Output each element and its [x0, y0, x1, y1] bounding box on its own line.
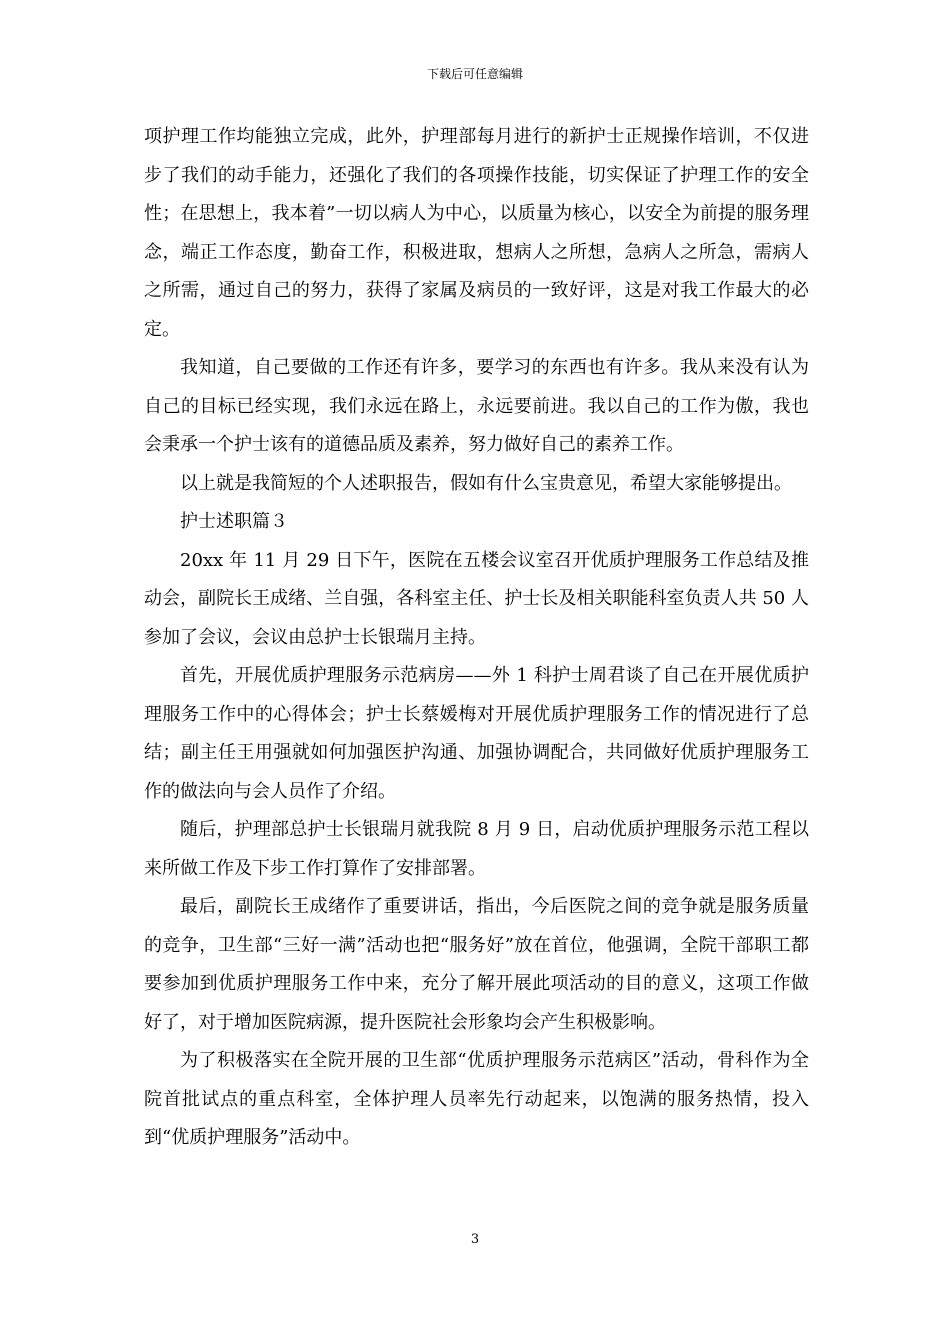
paragraph: 首先，开展优质护理服务示范病房——外 1 科护士周君谈了自己在开展优质护理服务工作中的心得体会；护士长蔡媛梅对开展优质护理服务工作的情况进行了总结；副主任王用强就如何加强医护沟通、加强协调配合，共同做好优质护理服务工作的做法向与会人员作了介绍。	[144, 665, 809, 802]
paragraph: 以上就是我简短的个人述职报告，假如有什么宝贵意见，希望大家能够提出。	[180, 472, 792, 494]
body-text	[144, 118, 809, 1158]
paragraph: 随后，护理部总护士长银瑞月就我院 8 月 9 日，启动优质护理服务示范工程以来所做工作及下步工作打算作了安排部署。	[144, 819, 809, 879]
paragraph: 我知道，自己要做的工作还有许多，要学习的东西也有许多。我从来没有认为自己的目标已经实现，我们永远在路上，永远要前进。我以自己的工作为傲，我也会秉承一个护士该有的道德品质及素养，努力做好自己的素养工作。	[144, 357, 809, 455]
page-header: 下载后可任意编辑	[426, 67, 523, 81]
paragraph: 为了积极落实在全院开展的卫生部“优质护理服务示范病区”活动，骨科作为全院首批试点的重点科室，全体护理人员率先行动起来，以饱满的服务热情，投入到“优质护理服务”活动中。	[144, 1050, 809, 1148]
section-heading: 护士述职篇３	[180, 511, 288, 532]
paragraph: 最后，副院长王成绪作了重要讲话，指出，今后医院之间的竞争就是服务质量的竞争，卫生部“三好一满”活动也把“服务好”放在首位，他强调，全院干部职工都要参加到优质护理服务工作中来，充分了解开展此项活动的目的意义，这项工作做好了，对于增加医院病源，提升医院社会形象均会产生积极影响。	[144, 896, 809, 1033]
paragraph-continuation: 项护理工作均能独立完成，此外，护理部每月进行的新护士正规操作培训，不仅进步了我们的动手能力，还强化了我们的各项操作技能，切实保证了护理工作的安全性；在思想上，我本着”一切以病人为中心，以质量为核心，以安全为前提的服务理念，端正工作态度，勤奋工作，积极进取，想病人之所想，急病人之所急，需病人之所需，通过自己的努力，获得了家属及病员的一致好评，这是对我工作最大的必定。	[144, 126, 809, 340]
page-number: 3	[470, 1232, 480, 1247]
paragraph: 20xx 年 11 月 29 日下午，医院在五楼会议室召开优质护理服务工作总结及推动会，副院长王成绪、兰自强，各科室主任、护士长及相关职能科室负责人共 50 人参加了会议，会议由总护士长银瑞月主持。	[144, 549, 809, 648]
